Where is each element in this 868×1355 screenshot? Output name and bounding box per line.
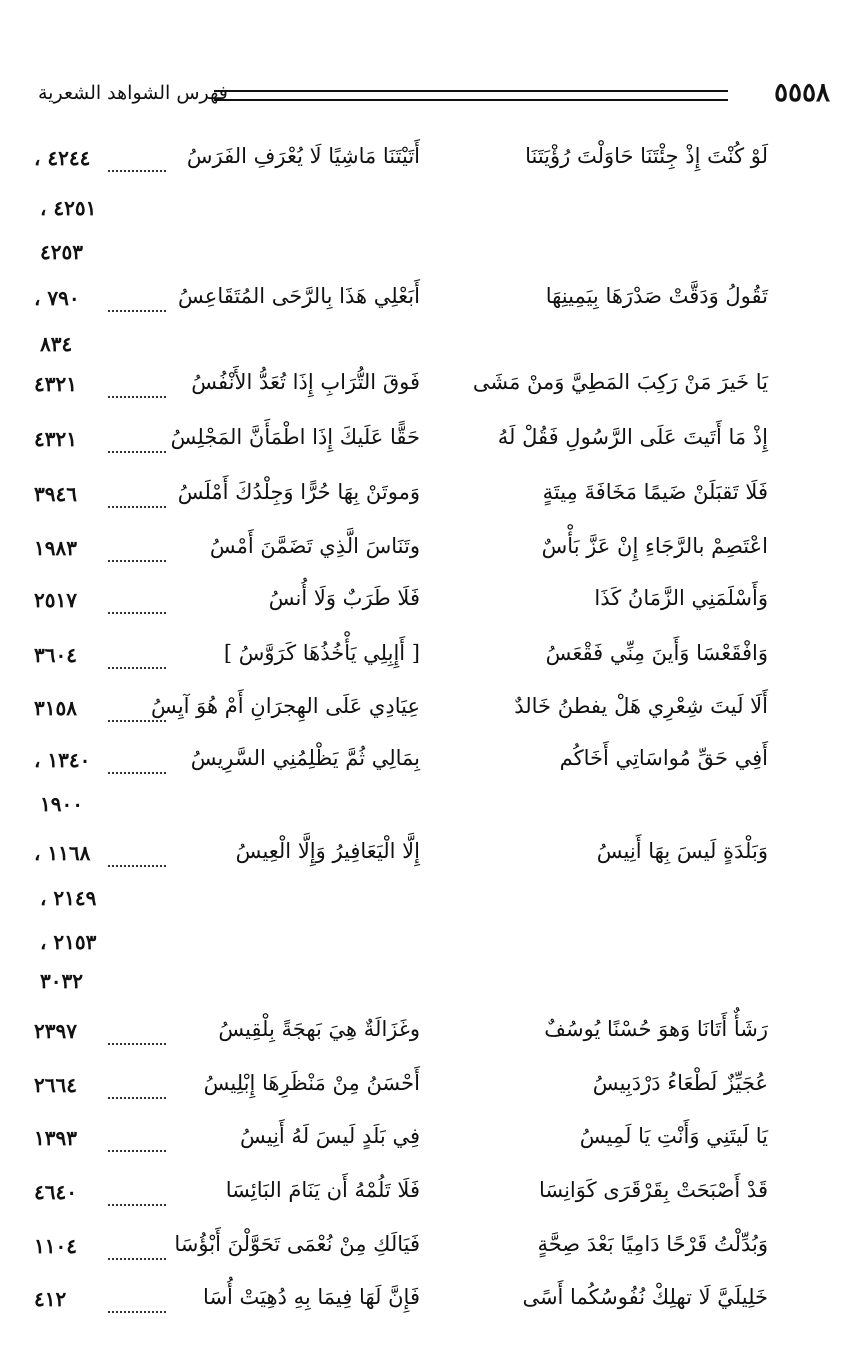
reference-number: ١٣٤٠ ، — [34, 748, 91, 772]
verse-first-hemistich: خَلِيلَيَّ لَا تهلِكْ نُفُوسُكُما أَسًى — [522, 1285, 768, 1309]
dot-leader — [108, 1311, 166, 1313]
verse-entry — [0, 746, 868, 786]
dot-leader — [108, 310, 166, 312]
verse-first-hemistich: تَقُولُ وَدَقَّتْ صَدْرَهَا بِيَمِينِهَا — [545, 284, 768, 308]
reference-number: ٢٣٩٧ — [34, 1019, 77, 1043]
index-title: فهرس الشواهد الشعرية — [38, 82, 228, 104]
reference-number: ٣١٥٨ — [34, 696, 77, 720]
reference-number: ٤١٢ — [34, 1287, 67, 1311]
dot-leader — [108, 1258, 166, 1260]
verse-entry — [0, 839, 868, 879]
verse-second-hemistich: عِيَادِي عَلَى الهِجرَانِ أَمْ هُوَ آيِسُ — [151, 694, 420, 718]
reference-number: ٢٥١٧ — [34, 588, 77, 612]
reference-continuation: ٨٣٤ — [40, 332, 73, 356]
reference-continuation: ٤٢٥٣ — [40, 240, 83, 264]
verse-second-hemistich: وَموتَنْ بِهَا حُرًّا وَجِلْدُكَ أَمْلَسُ — [177, 480, 420, 504]
verse-first-hemistich: قَدْ أَصْبَحَتْ بِقَرْقَرَى كَوَانِسَا — [538, 1178, 768, 1202]
verse-first-hemistich: لَوْ كُنْتَ إِذْ جِئْتَنَا حَاوَلْتَ رُؤْيَتَنَا — [525, 144, 768, 168]
dot-leader — [108, 560, 166, 562]
verse-second-hemistich: وتَنَاسَ الَّذِي تَضَمَّنَ أَمْسُ — [209, 534, 420, 558]
dot-leader — [108, 720, 166, 722]
verse-first-hemistich: اعْتَصِمْ بالرَّجَاءِ إِنْ عَزَّ بَأْسٌ — [541, 534, 768, 558]
verse-first-hemistich: عُجَيِّزٌ لَطْعَاءُ دَرْدَبِيسُ — [592, 1071, 768, 1095]
verse-entry — [0, 284, 868, 324]
verse-second-hemistich: فِي بَلَدٍ لَيسَ لَهُ أَنِيسُ — [239, 1124, 420, 1148]
verse-second-hemistich: أَتَيْتَنَا مَاشِيًا لَا يُعْرَفِ الفَرَسُ — [186, 144, 420, 168]
reference-number: ١١٦٨ ، — [34, 841, 91, 865]
verse-entry — [0, 1124, 868, 1164]
dot-leader — [108, 865, 166, 867]
verse-second-hemistich: وغَزَالَةٌ هِيَ بَهجَةً بِلْقِيسُ — [218, 1017, 420, 1041]
dot-leader — [108, 1043, 166, 1045]
verse-second-hemistich: إِلَّا الْيَعَافِيرُ وَإِلَّا الْعِيسُ — [235, 839, 420, 863]
dot-leader — [108, 1097, 166, 1099]
verse-entry — [0, 586, 868, 626]
reference-number: ٧٩٠ ، — [34, 286, 80, 310]
verse-first-hemistich: وَافْقَعْسَا وَأَينَ مِنِّي فَقْعَسُ — [545, 641, 768, 665]
verse-second-hemistich: فَيَالَكِ مِنْ نُعْمَى تَحَوَّلْنَ أَبْؤُسَا — [174, 1232, 420, 1256]
reference-number: ١٣٩٣ — [34, 1126, 77, 1150]
verse-second-hemistich: فَوقَ التُّرَابِ إِذَا تُعَدُّ الأَنْفُسُ — [191, 370, 420, 394]
dot-leader — [108, 612, 166, 614]
reference-continuation: ٤٢٥١ ، — [40, 196, 97, 220]
verse-second-hemistich: فَلَا تَلُمْهُ أَن يَنَامَ البَائِسَا — [225, 1178, 420, 1202]
reference-number: ١١٠٤ — [34, 1234, 77, 1258]
dot-leader — [108, 506, 166, 508]
dot-leader — [108, 772, 166, 774]
dot-leader — [108, 451, 166, 453]
reference-number: ٤٣٢١ — [34, 372, 77, 396]
verse-second-hemistich: فَلَا طَرَبٌ وَلَا أُنسُ — [268, 586, 420, 610]
verse-first-hemistich: وَبَلْدَةٍ لَيسَ بِهَا أَنِيسُ — [596, 839, 768, 863]
verse-entry — [0, 694, 868, 734]
reference-continuation: ٢١٥٣ ، — [40, 930, 97, 954]
verse-first-hemistich: فَلَا تَقبَلَنْ ضَيمًا مَخَافَةَ مِيتَةٍ — [542, 480, 768, 504]
reference-number: ٤٦٤٠ — [34, 1180, 77, 1204]
verse-first-hemistich: وَأَسْلَمَنِي الزَّمَانُ كَذَا — [594, 586, 768, 610]
verse-first-hemistich: يَا خَيرَ مَنْ رَكِبَ المَطِيَّ وَمنْ مَشَى — [472, 370, 768, 394]
dot-leader — [108, 1204, 166, 1206]
verse-first-hemistich: أَلَا لَيتَ شِعْرِي هَلْ يفطنُ خَالدٌ — [514, 694, 768, 718]
dot-leader — [108, 396, 166, 398]
dot-leader — [108, 667, 166, 669]
verse-entry — [0, 370, 868, 410]
reference-continuation: ٢١٤٩ ، — [40, 886, 97, 910]
verse-entry — [0, 1232, 868, 1272]
verse-entry — [0, 1071, 868, 1111]
verse-first-hemistich: وَبُدِّلْتُ قَرْحًا دَامِيًا بَعْدَ صِحَّةٍ — [537, 1232, 768, 1256]
verse-entry — [0, 480, 868, 520]
reference-number: ١٩٨٣ — [34, 536, 77, 560]
reference-continuation: ١٩٠٠ — [40, 792, 83, 816]
reference-continuation: ٣٠٣٢ — [40, 969, 83, 993]
verse-entry — [0, 144, 868, 184]
verse-second-hemistich: أَحْسَنُ مِنْ مَنْظَرِهَا إِبْلِيسُ — [203, 1071, 420, 1095]
verse-entry — [0, 1285, 868, 1325]
verse-second-hemistich: [ أَإِبِلِي يَأْخُذُهَا كَرَوَّسُ ] — [223, 641, 420, 665]
verse-entry — [0, 425, 868, 465]
reference-number: ٣٩٤٦ — [34, 482, 77, 506]
header-rule — [214, 90, 728, 101]
page-number: ٥٥٥٨ — [774, 78, 830, 108]
reference-number: ٣٦٠٤ — [34, 643, 77, 667]
page-header — [38, 78, 830, 118]
verse-second-hemistich: بِمَالِي ثُمَّ يَظْلِمُنِي السَّرِيسُ — [190, 746, 420, 770]
dot-leader — [108, 170, 166, 172]
verse-second-hemistich: أَبَعْلِي هَذَا بِالرَّحَى المُتَقَاعِسُ — [178, 284, 420, 308]
verse-first-hemistich: أَفِي حَقِّ مُواسَاتِي أَخَاكُم — [559, 746, 768, 770]
verse-second-hemistich: حَقًّا عَلَيكَ إِذَا اطْمَأَنَّ المَجْلِسُ — [170, 425, 420, 449]
verse-entry — [0, 534, 868, 574]
verse-first-hemistich: إِذْ مَا أَتَيتَ عَلَى الرَّسُولِ فَقُلْ لَهُ — [497, 425, 768, 449]
reference-number: ٢٦٦٤ — [34, 1073, 77, 1097]
verse-first-hemistich: يَا لَيتَنِي وَأَنْتِ يَا لَمِيسُ — [579, 1124, 768, 1148]
verse-entry — [0, 1178, 868, 1218]
verse-entry — [0, 1017, 868, 1057]
reference-number: ٤٢٤٤ ، — [34, 146, 91, 170]
reference-number: ٤٣٢١ — [34, 427, 77, 451]
verse-second-hemistich: فَإِنَّ لَهَا فِيمَا بِهِ دُهِيَتْ أُسَا — [203, 1285, 420, 1309]
verse-entry — [0, 641, 868, 681]
dot-leader — [108, 1150, 166, 1152]
verse-first-hemistich: رَشَأٌ أَتَانَا وَهوَ حُسْنًا يُوسُفٌ — [544, 1017, 768, 1041]
